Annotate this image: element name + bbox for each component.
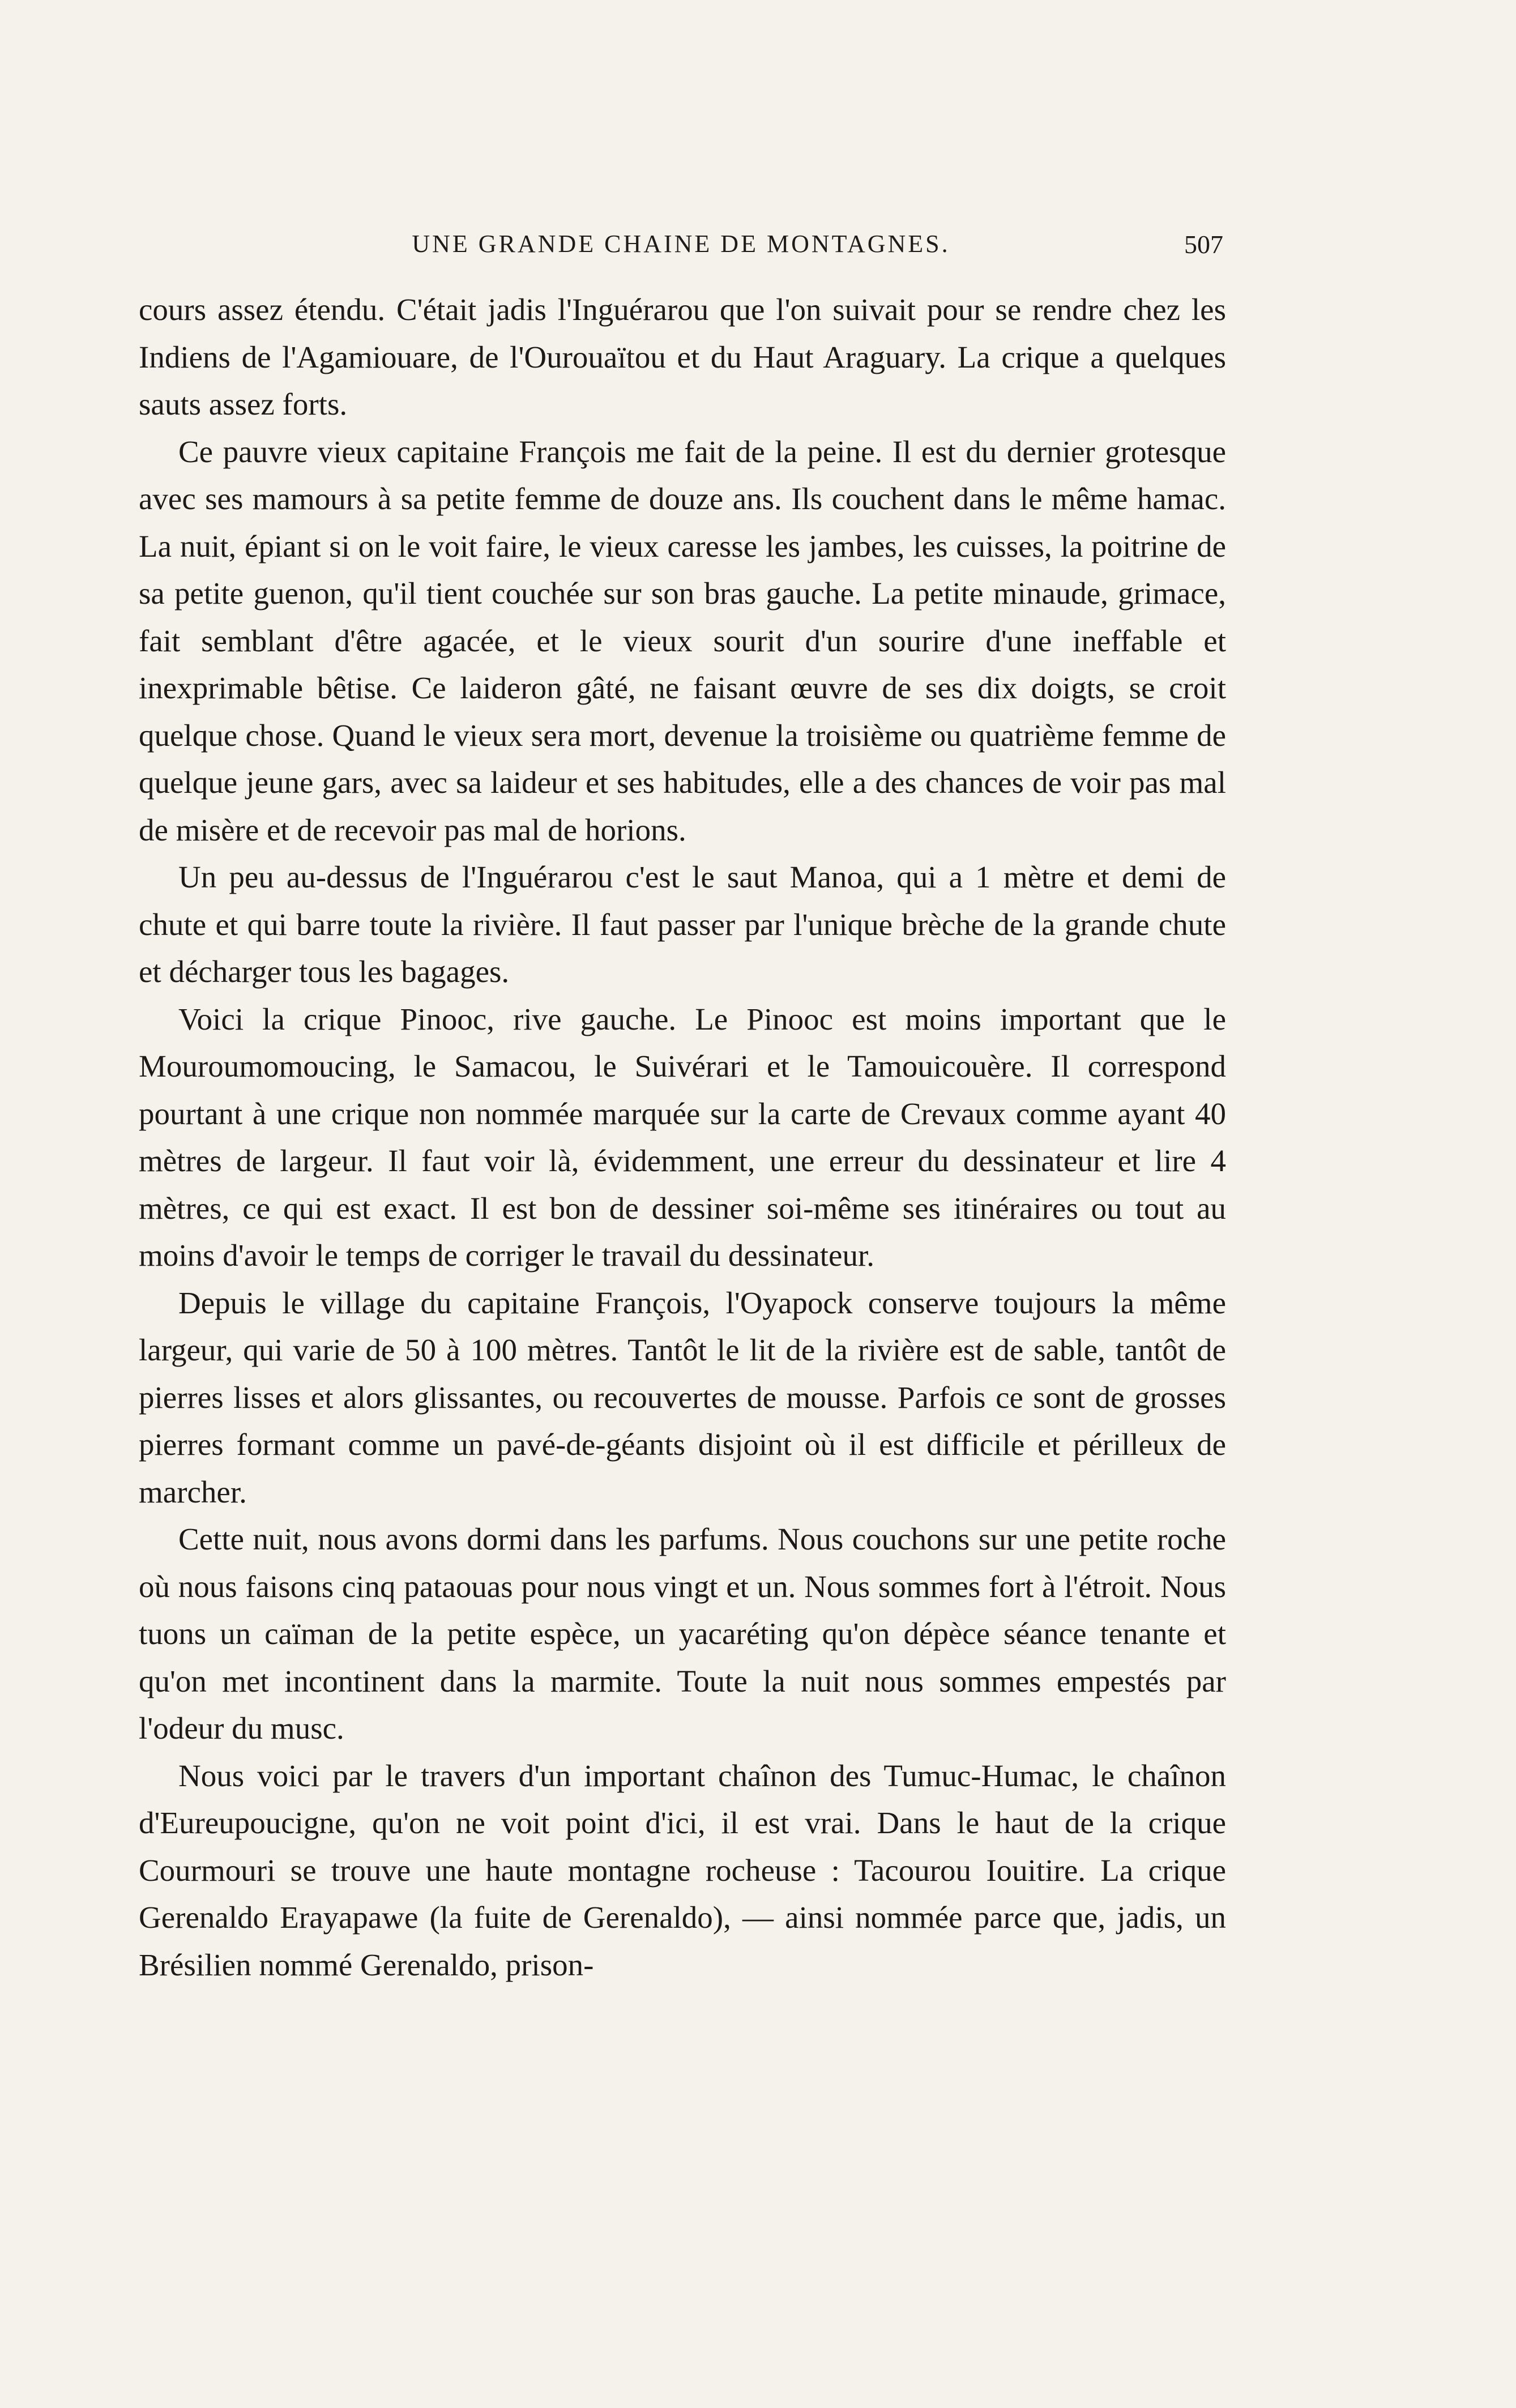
paragraph-capitaine-francois: Ce pauvre vieux capitaine François me fait de la peine. Il est du dernier grotesque avec ses mamours à sa petite femme de douze ans. Ils couchent dans le même hamac. La nuit, épiant si on le voit faire, le vieux caresse les jambes, les cuisses, la poitrine de sa petite guenon, qu'il tient couchée sur son bras gauche. La petite minaude, grimace, fait semblant d'être agacée, et le vieux sourit d'un sourire d'une ineffable et inexprimable bêtise. Ce laideron gâté, ne faisant œuvre de ses dix doigts, se croit quelque chose. Quand le vieux sera mort, devenue la troisième ou quatrième femme de quelque jeune gars, avec sa laideur et ses habitudes, elle a des chances de voir pas mal de misère et de recevoir pas mal de horions. [139,434,1226,847]
body-text [139,286,1226,1988]
page-number: 507 [1184,230,1223,259]
paragraph-continuation: cours assez étendu. C'était jadis l'Inguérarou que l'on suivait pour se rendre chez les Indiens de l'Agamiouare, de l'Ourouaïtou et du Haut Araguary. La crique a quelques sauts assez forts. [139,292,1226,421]
paragraph-oyapock-largeur: Depuis le village du capitaine François, l'Oyapock conserve toujours la même largeur, qui varie de 50 à 100 mètres. Tantôt le lit de la rivière est de sable, tantôt de pierres lisses et alors glissantes, ou recouvertes de mousse. Parfois ce sont de grosses pierres formant comme un pavé-de-géants disjoint où il est difficile et périlleux de marcher. [139,1285,1226,1509]
paragraph-saut-manoa: Un peu au-dessus de l'Inguérarou c'est le saut Manoa, qui a 1 mètre et demi de chute et qui barre toute la rivière. Il faut passer par l'unique brèche de la grande chute et décharger tous les bagages. [139,860,1226,989]
paragraph-tumuc-humac: Nous voici par le travers d'un important chaînon des Tumuc-Humac, le chaînon d'Eureupoucigne, qu'on ne voit point d'ici, il est vrai. Dans le haut de la crique Courmouri se trouve une haute montagne rocheuse : Tacourou Iouitire. La crique Gerenaldo Erayapawe (la fuite de Gerenaldo), — ainsi nommée parce que, jadis, un Brésilien nommé Gerenaldo, prison- [139,1758,1226,1982]
running-title: UNE GRANDE CHAINE DE MONTAGNES. [412,230,950,258]
paragraph-nuit-parfums: Cette nuit, nous avons dormi dans les parfums. Nous couchons sur une petite roche où nous faisons cinq pataouas pour nous vingt et un. Nous sommes fort à l'étroit. Nous tuons un caïman de la petite espèce, un yacaréting qu'on dépèce séance tenante et qu'on met incontinent dans la marmite. Toute la nuit nous sommes empestés par l'odeur du musc. [139,1522,1226,1745]
running-head [139,229,1223,269]
paragraph-crique-pinooc: Voici la crique Pinooc, rive gauche. Le Pinooc est moins important que le Mouroumomoucing, le Samacou, le Suivérari et le Tamouicouère. Il correspond pourtant à une crique non nommée marquée sur la carte de Crevaux comme ayant 40 mètres de largeur. Il faut voir là, évidemment, une erreur du dessinateur et lire 4 mètres, ce qui est exact. Il est bon de dessiner soi-même ses itinéraires ou tout au moins d'avoir le temps de corriger le travail du dessinateur. [139,1001,1226,1273]
